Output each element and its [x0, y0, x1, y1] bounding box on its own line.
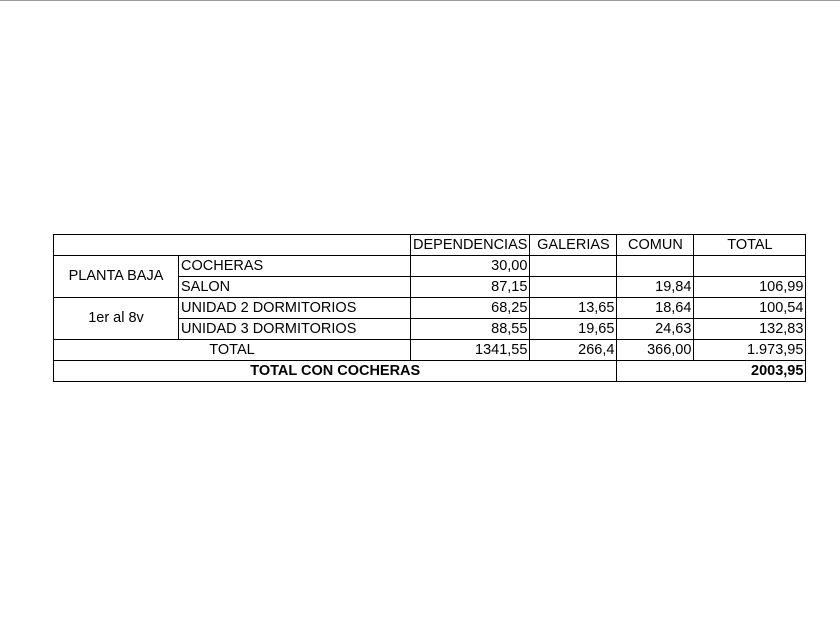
header-galerias: GALERIAS [530, 235, 617, 256]
total-dependencias: 1341,55 [411, 340, 530, 361]
table-row [54, 298, 806, 319]
cell-comun: 19,84 [617, 277, 694, 298]
cell-galerias [530, 256, 617, 277]
cell-galerias [530, 277, 617, 298]
total-con-cocheras-value: 2003,95 [617, 361, 806, 382]
cell-comun [617, 256, 694, 277]
total-comun: 366,00 [617, 340, 694, 361]
group-label-planta-baja: PLANTA BAJA [54, 256, 179, 298]
cell-total [694, 256, 806, 277]
group-label-pisos: 1er al 8v [54, 298, 179, 340]
header-row [54, 235, 806, 256]
cell-comun: 18,64 [617, 298, 694, 319]
row-name: UNIDAD 3 DORMITORIOS [179, 319, 411, 340]
cell-dependencias: 87,15 [411, 277, 530, 298]
cell-galerias: 13,65 [530, 298, 617, 319]
total-row-label: TOTAL [54, 340, 411, 361]
total-con-cocheras-label: TOTAL CON COCHERAS [54, 361, 617, 382]
header-dependencias: DEPENDENCIAS [411, 235, 530, 256]
total-galerias: 266,4 [530, 340, 617, 361]
area-summary-table [53, 234, 806, 382]
row-name: SALON [179, 277, 411, 298]
total-total: 1.973,95 [694, 340, 806, 361]
cell-dependencias: 68,25 [411, 298, 530, 319]
cell-total: 100,54 [694, 298, 806, 319]
row-name: UNIDAD 2 DORMITORIOS [179, 298, 411, 319]
cell-dependencias: 30,00 [411, 256, 530, 277]
page-top-rule [0, 0, 840, 1]
cell-total: 132,83 [694, 319, 806, 340]
table-row [54, 256, 806, 277]
row-name: COCHERAS [179, 256, 411, 277]
cell-dependencias: 88,55 [411, 319, 530, 340]
total-con-cocheras-row [54, 361, 806, 382]
header-comun: COMUN [617, 235, 694, 256]
cell-comun: 24,63 [617, 319, 694, 340]
cell-galerias: 19,65 [530, 319, 617, 340]
total-row [54, 340, 806, 361]
header-total: TOTAL [694, 235, 806, 256]
header-blank-cell [54, 235, 411, 256]
cell-total: 106,99 [694, 277, 806, 298]
